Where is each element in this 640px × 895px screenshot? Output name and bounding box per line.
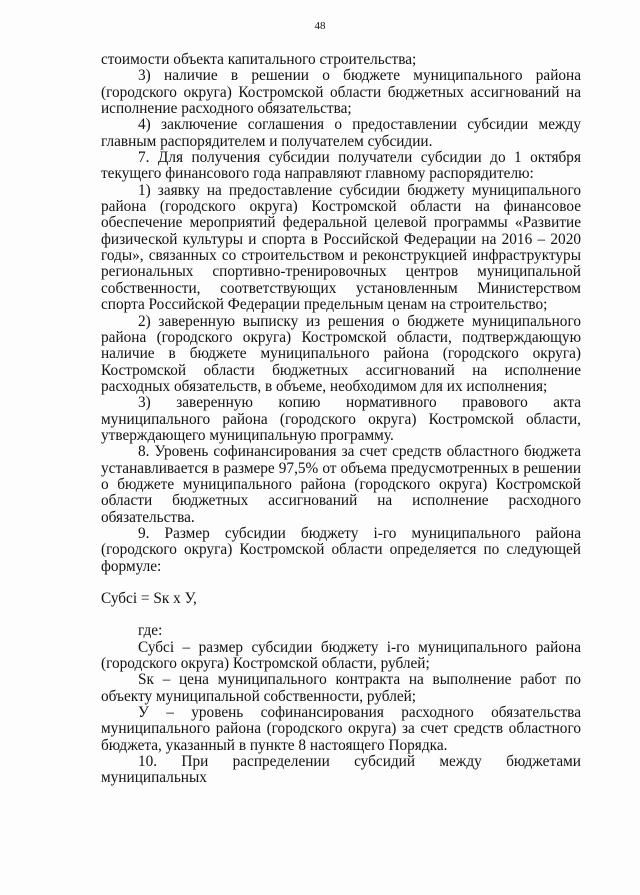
paragraph: стоимости объекта капитального строительства;: [101, 51, 417, 68]
definition: Субсi – размер субсидии бюджету i-го муниципального района (городского округа) Костромской области, рублей;: [101, 638, 581, 673]
paragraph: 1) заявку на предоставление субсидии бюджету муниципального района (городского округа) Костромской области на финансовое обеспечение мероприятий федеральной целевой программы «Развитие физической культуры и спорта в Российской Федерации на 2016 – 2020 годы», связанных со строительством и реконструкцией инфраструктуры региональных спортивно-тренировочных центров муниципальной собственности, соответствующих установленным Министерством спорта Российской Федерации предельным ценам на строительство;: [101, 181, 581, 314]
paragraph: 3) наличие в решении о бюджете муниципального района (городского округа) Костромской области бюджетных ассигнований на исполнение расходного обязательства;: [101, 67, 581, 118]
where-label: где:: [138, 622, 163, 640]
paragraph: 2) заверенную выписку из решения о бюджете муниципального района (городского округа) Костромской области, подтверждающую наличие в бюджете муниципального района (городского округа) Костромской области бюджетных ассигнований на исполнение расходных обязательств, в объеме, необходимом для их исполнения;: [101, 312, 581, 395]
paragraph: 8. Уровень софинансирования за счет средств областного бюджета устанавливается в размере 97,5% от объема предусмотренных в решении о бюджете муниципального района (городского округа) Костромской области бюджетных ассигнований на исполнение расходного обязательства.: [101, 443, 581, 526]
paragraph: 9. Размер субсидии бюджету i-го муниципального района (городского округа) Костромской области определяется по следующей формуле:: [101, 524, 581, 575]
paragraph: 7. Для получения субсидии получатели субсидии до 1 октября текущего финансового года направляют главному распорядителю:: [101, 149, 581, 183]
definition: Sк – цена муниципального контракта на выполнение работ по объекту муниципальной собственности, рублей;: [101, 671, 581, 705]
definition: У – уровень софинансирования расходного обязательства муниципального района (городского округа) за счет средств областного бюджета, указанный в пункте 8 настоящего Порядка.: [101, 704, 581, 754]
paragraph: 4) заключение соглашения о предоставлении субсидии между главным распорядителем и получателем субсидии.: [101, 116, 581, 150]
page-number: 48: [314, 20, 326, 32]
paragraph: 3) заверенную копию нормативного правового акта муниципального района (городского округа) Костромской области, утверждающего муниципальную программу.: [101, 394, 581, 444]
formula: Субсi = Sк х У,: [101, 590, 197, 607]
document-body: [101, 52, 581, 787]
paragraph: 10. При распределении субсидий между бюджетами муниципальных: [101, 753, 581, 787]
